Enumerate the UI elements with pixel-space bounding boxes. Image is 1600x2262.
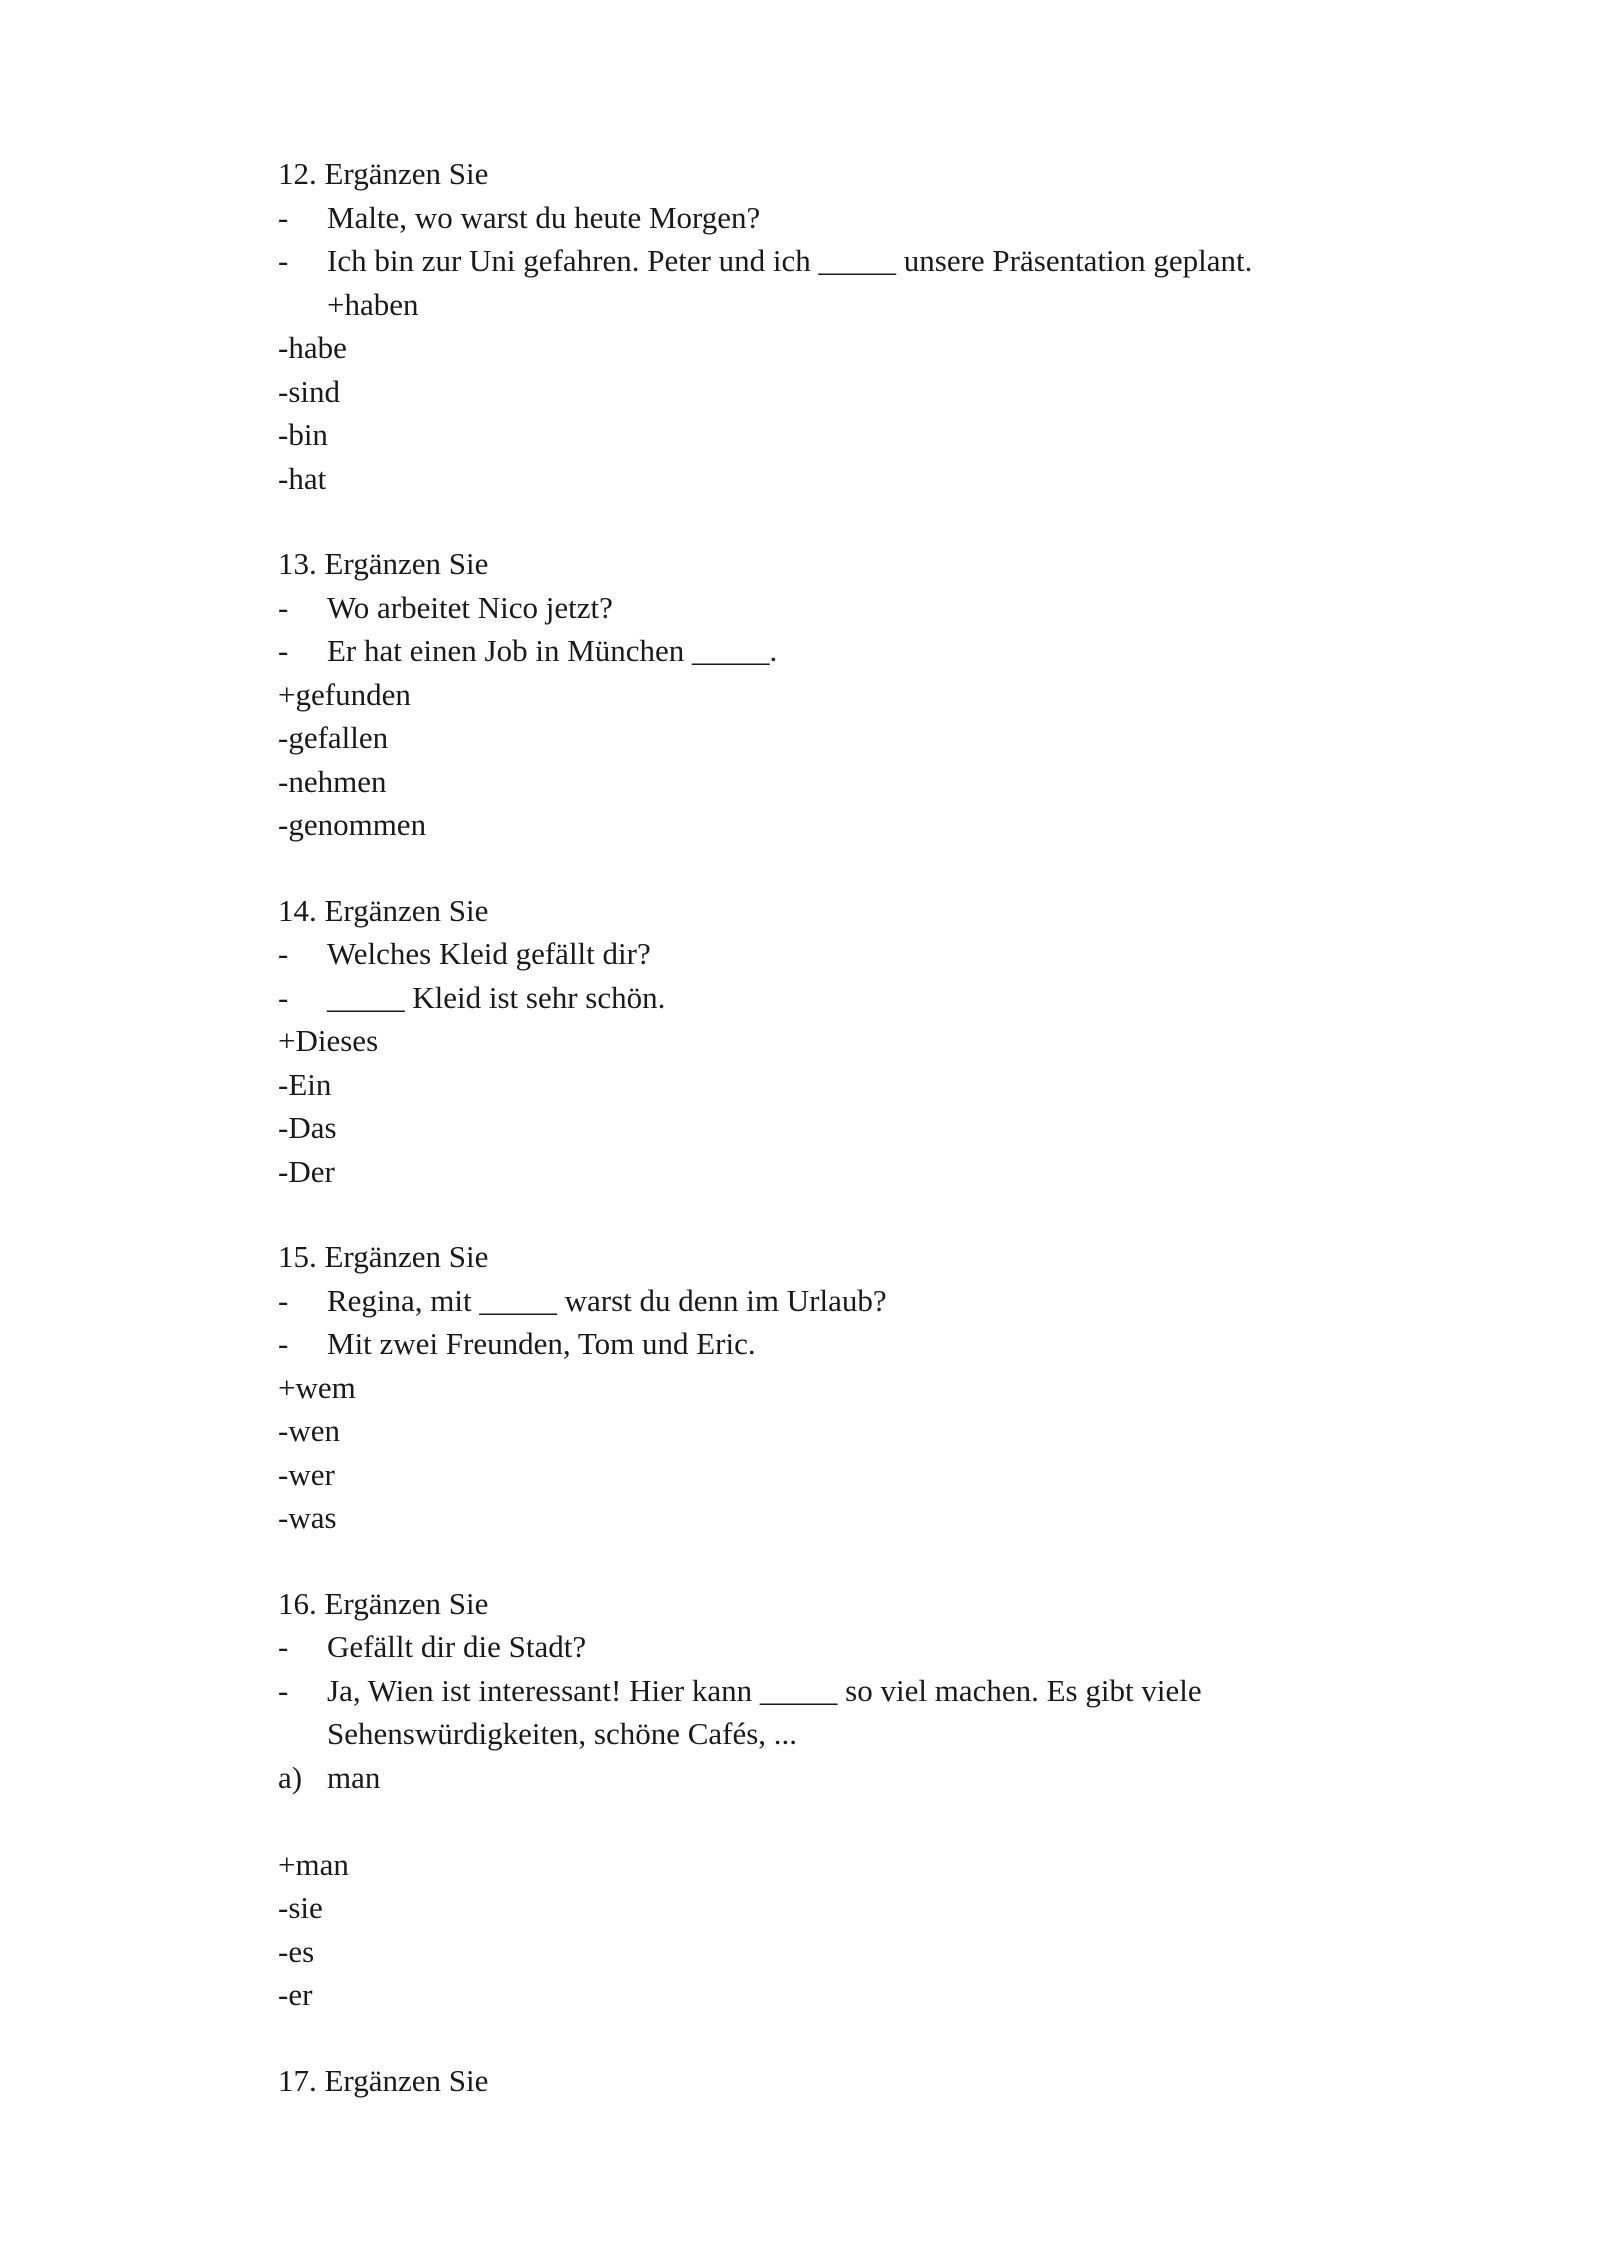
answer-option: -habe [278,330,347,365]
dialog-text: Wo arbeitet Nico jetzt? [327,589,613,625]
dialog-line [278,1756,1378,1800]
correct-answer: +haben [327,286,419,322]
exercise-17 [278,2059,1378,2103]
dialog-line [278,1279,1378,1323]
dialog-text: man [327,1759,381,1795]
exercise-title: 12. Ergänzen Sie [278,156,489,191]
dialog-text: Welches Kleid gefällt dir? [327,936,651,971]
exercise-title: 16. Ergänzen Sie [278,1585,489,1621]
dialog-line [278,1322,1378,1366]
answer-option: -gefallen [278,720,389,755]
dialog-text: Regina, mit _____ warst du denn im Urlaub? [327,1282,887,1318]
exercise-title: 14. Ergänzen Sie [278,892,489,928]
dialog-text: _____ Kleid ist sehr schön. [327,979,666,1015]
answer-option: -was [278,1500,337,1535]
answer-option: -Das [278,1110,337,1145]
dialog-line [278,196,1378,240]
exercise-14 [278,889,1378,1194]
dialog-line [278,1625,1378,1669]
answer-option: -genommen [278,807,427,842]
dialog-dash: - [278,936,289,971]
dialog-text: Ich bin zur Uni gefahren. Peter und ich _____ unsere Präsentation geplant. [327,243,1253,278]
dialog-text: Gefällt dir die Stadt? [327,1629,587,1664]
answer-option: -nehmen [278,763,387,799]
answer-option: +man [278,1846,349,1882]
answer-option: -hat [278,460,327,496]
dialog-dash: - [278,1326,289,1361]
dialog-dash: - [278,1672,289,1708]
dialog-text: Malte, wo warst du heute Morgen? [327,199,761,235]
dialog-dash: - [278,633,289,668]
exercise-15 [278,1235,1378,1540]
answer-option: +wem [278,1369,356,1405]
answer-option: -bin [278,417,328,452]
dialog-text: Ja, Wien ist interessant! Hier kann _____ so viel machen. Es gibt viele Sehenswürdigkeiten, schöne Cafés, ... [327,1672,1210,1751]
dialog-line [278,1669,1378,1756]
answer-option: +Dieses [278,1023,379,1058]
answer-option: -wen [278,1413,340,1448]
spacer [278,1799,1378,1843]
exercise-title: 15. Ergänzen Sie [278,1239,489,1274]
answer-option: -Ein [278,1066,332,1102]
dialog-text: Mit zwei Freunden, Tom und Eric. [327,1326,756,1361]
dialog-dash: - [278,1629,289,1664]
document-page [278,152,1378,2102]
answer-option: -wer [278,1456,335,1492]
dialog-line [278,976,1378,1020]
exercise-16 [278,1582,1378,2017]
dialog-line [278,586,1378,630]
answer-option: -sind [278,373,340,409]
dialog-marker: a) [278,1759,303,1795]
dialog-line [278,932,1378,976]
dialog-line [278,629,1378,673]
exercise-13 [278,542,1378,847]
answer-option: -sie [278,1890,323,1925]
dialog-dash: - [278,199,289,235]
answer-option: -Der [278,1153,335,1189]
exercise-12 [278,152,1378,500]
dialog-text: Er hat einen Job in München _____. [327,633,778,668]
answer-option: -er [278,1977,313,2012]
dialog-dash: - [278,243,289,278]
dialog-dash: - [278,1282,289,1318]
dialog-dash: - [278,979,289,1015]
dialog-dash: - [278,589,289,625]
dialog-line [278,239,1378,283]
answer-option: -es [278,1933,315,1969]
answer-option: +gefunden [278,676,411,712]
exercise-title: 17. Ergänzen Sie [278,2062,489,2098]
exercise-title: 13. Ergänzen Sie [278,546,489,581]
